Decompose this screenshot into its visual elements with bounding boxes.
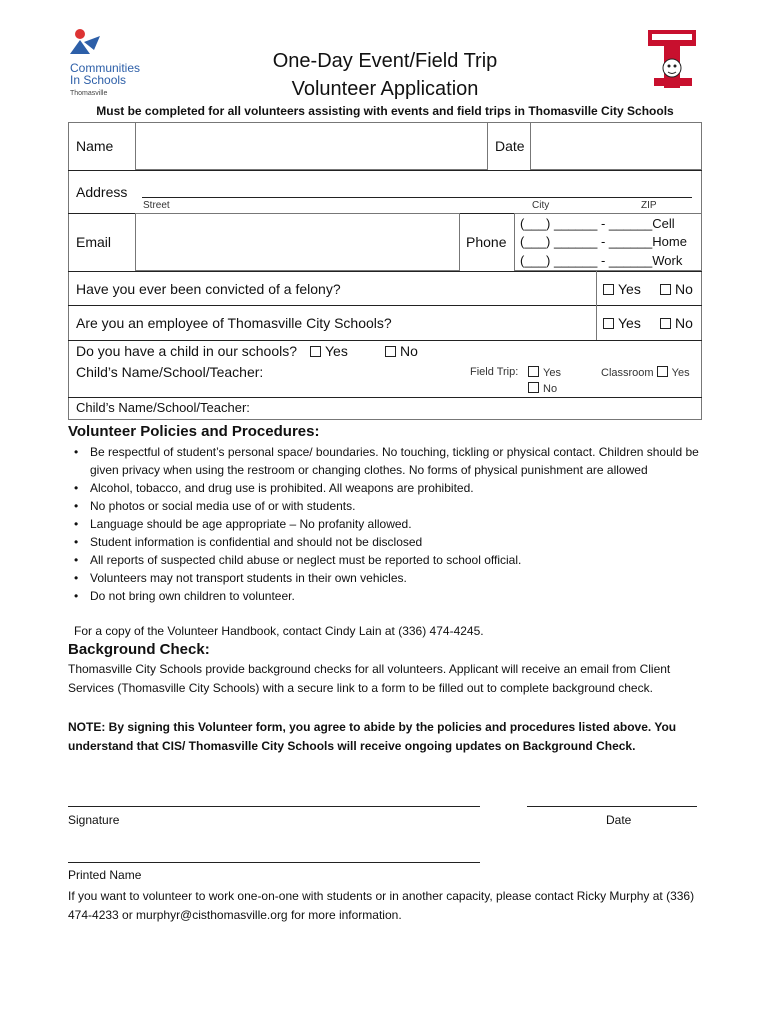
field-trip-yes-label: Yes [543,367,561,379]
field-trip-no-checkbox[interactable] [528,382,539,393]
policy-item: • Alcohol, tobacco, and drug use is prohibited. All weapons are prohibited. [68,479,708,497]
background-heading: Background Check: [68,641,210,658]
felony-yes-checkbox[interactable] [603,284,614,295]
field-trip-no-option[interactable] [528,382,557,395]
policy-item: • No photos or social media use of or with students. [68,497,708,515]
contact-info: If you want to volunteer to work one-on-one with students or in another capacity, please contact Ricky Murphy at (336) 474-4233 or murphyr@cisthomasville.org for more information. [68,889,695,922]
policies-heading: Volunteer Policies and Procedures: [68,423,320,440]
phone-cell-field[interactable]: (___) ______ - ______Cell [520,216,675,231]
field-trip-label: Field Trip: [470,366,519,378]
policy-item: • All reports of suspected child abuse or neglect must be reported to school official. [68,551,708,569]
field-trip-no-label: No [543,383,558,395]
row-divider [68,340,702,341]
classroom-label: Classroom [601,367,654,379]
date-label: Date [495,138,525,154]
page-subtitle: Must be completed for all volunteers assisting with events and field trips in Thomasville City Schools [96,104,674,118]
child-info-label-2: Child’s Name/School/Teacher: [76,400,250,415]
page-title-line2: Volunteer Application [291,78,479,100]
signature-date-label: Date [606,813,632,827]
classroom-yes-checkbox[interactable] [657,366,668,377]
child-question: Do you have a child in our schools? [76,343,298,359]
background-note: NOTE: By signing this Volunteer form, you agree to abide by the policies and procedures listed above. You understand that CIS/ Thomasville City Schools will receive ongoing updates on Background Check. [68,720,677,753]
row-divider [68,170,702,171]
policy-item: • Be respectful of student’s personal space/ boundaries. No touching, tickling or physical contact. Children should be given privacy when using the restroom or changing clothes. No forms of physical punishment are allowed [68,443,708,479]
employee-yes-label: Yes [618,315,641,331]
employee-no-label: No [675,315,693,331]
name-field[interactable] [135,122,488,170]
handbook-contact: For a copy of the Volunteer Handbook, contact Cindy Lain at (336) 474-4245. [74,624,484,638]
child-yes-label: Yes [325,343,348,359]
phone-work-field[interactable]: (___) ______ - ______Work [520,253,683,268]
row-divider [68,397,702,398]
city-label: City [532,200,550,211]
signature-line[interactable] [68,806,480,807]
child-no-label: No [400,343,418,359]
email-label: Email [76,234,112,250]
felony-no-label: No [675,281,693,297]
zip-label: ZIP [641,200,657,211]
date-field[interactable] [530,122,702,170]
felony-yes-label: Yes [618,281,641,297]
felony-no-option[interactable] [660,281,693,297]
page-title-line1: One-Day Event/Field Trip [272,50,498,72]
classroom-option[interactable] [601,366,690,379]
email-field[interactable] [135,213,460,271]
street-label: Street [143,200,170,211]
employee-yes-option[interactable] [603,315,641,331]
signature-label: Signature [68,813,120,827]
address-label: Address [76,184,128,200]
policies-list [68,443,708,605]
felony-no-checkbox[interactable] [660,284,671,295]
felony-question: Have you ever been convicted of a felony? [76,281,341,297]
policy-item: • Student information is confidential and should not be disclosed [68,533,708,551]
signature-date-line[interactable] [527,806,697,807]
name-label: Name [76,138,114,154]
address-field[interactable] [142,197,692,198]
policy-item: • Do not bring own children to volunteer. [68,587,708,605]
field-trip-yes-option[interactable] [528,366,561,379]
cis-logo-text: Communities In Schools [70,61,141,87]
phone-label: Phone [466,234,507,250]
policy-item: • Language should be age appropriate – No profanity allowed. [68,515,708,533]
child-yes-checkbox[interactable] [310,346,321,357]
child-no-option[interactable] [385,343,418,359]
child-info-label: Child’s Name/School/Teacher: [76,364,264,380]
employee-no-option[interactable] [660,315,693,331]
phone-home-field[interactable]: (___) ______ - ______Home [520,234,687,249]
printed-name-line[interactable] [68,862,480,863]
employee-question: Are you an employee of Thomasville City Schools? [76,315,392,331]
policy-item: • Volunteers may not transport students in their own vehicles. [68,569,708,587]
child-no-checkbox[interactable] [385,346,396,357]
background-text: Thomasville City Schools provide background checks for all volunteers. Applicant will receive an email from Client Services (Thomasville City Schools) with a secure link to a form to be filled out to complete background check. [68,662,671,695]
printed-name-label: Printed Name [68,868,142,882]
field-trip-yes-checkbox[interactable] [528,366,539,377]
employee-no-checkbox[interactable] [660,318,671,329]
cis-logo-subtext: Thomasville [70,90,108,97]
employee-yes-checkbox[interactable] [603,318,614,329]
child-yes-option[interactable] [310,343,348,359]
felony-yes-option[interactable] [603,281,641,297]
classroom-yes-label: Yes [671,367,690,379]
